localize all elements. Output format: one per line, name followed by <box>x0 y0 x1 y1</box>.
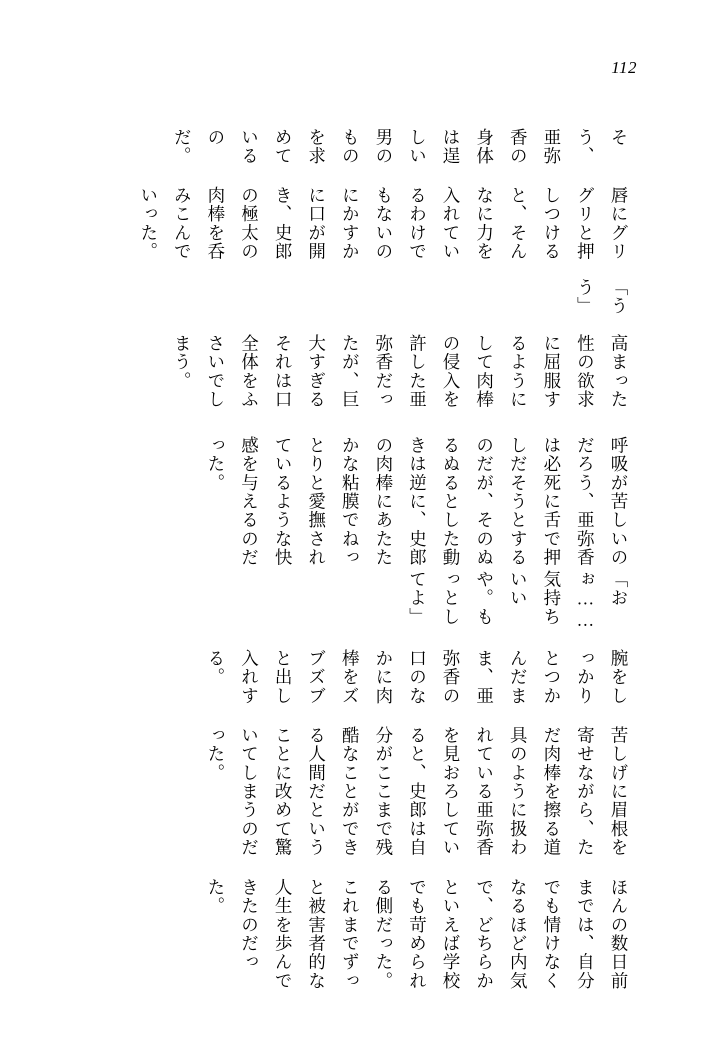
paragraph: ほんの数日前までは、自分でも情けなくなるほど内気で、どちらかといえば学校でも苛められる側だった。これまでずっと被害者的な人生を歩んできたのだった。 <box>205 877 629 990</box>
page-number: 112 <box>611 58 637 77</box>
paragraph-dialogue: 「おぉ…… 気持ちいいや。もっとしてよ」 <box>407 570 629 632</box>
paragraph: 苦しげに眉根を寄せながら、ただ肉棒を擦る道具のように扱われている亜弥香を見おろしていると、史郎は自分がここまで残酷なことができる人間だということに改めて驚いてしまうのだった。 <box>205 725 629 857</box>
paragraph-dialogue: 「うう」 <box>575 278 629 316</box>
paragraph: そう、亜弥香の身体は逞しい男のものを求めているのだ。 <box>172 128 629 166</box>
paragraph: 呼吸が苦しいのだろう、亜弥香は必死に舌で押しだそうとするのだが、そのぬるぬるとした動きは逆に、史郎の肉棒にあたたかな粘膜でねっとりと愛撫されているような快感を与えるのだった。 <box>205 436 629 568</box>
page-body-text <box>88 110 635 990</box>
paragraph: 腕をしっかりとつかんだまま、亜弥香の口のなかに肉棒をズブズブと出し入れする。 <box>205 649 629 706</box>
paragraph: 唇にグリグリと押しつけると、そんなに力を入れているわけでもないのにかすかに口が開き、史郎の極太の肉棒を呑みこんでいった。 <box>138 186 629 261</box>
paragraph: 高まった性の欲求に屈服するようにして肉棒の侵入を許した亜弥香だったが、巨大すぎるそれは口全体をふさいでしまう。 <box>172 333 629 409</box>
